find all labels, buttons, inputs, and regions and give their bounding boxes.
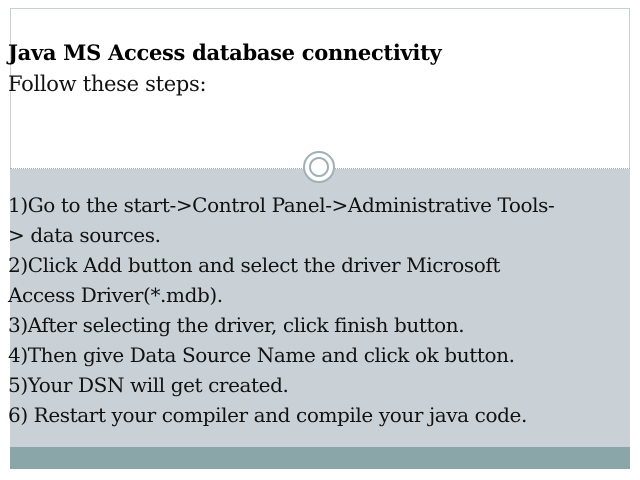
step-line: 1)Go to the start->Control Panel->Administrative Tools- [8, 193, 555, 217]
slide-title: Java MS Access database connectivity [8, 40, 442, 65]
step-line: 3)After selecting the driver, click finish button. [8, 313, 465, 337]
step-line: > data sources. [8, 223, 161, 247]
step-line: Access Driver(*.mdb). [8, 283, 223, 307]
step-line: 6) Restart your compiler and compile your java code. [8, 403, 527, 427]
steps-list [8, 190, 633, 430]
footer-bar [10, 447, 630, 469]
circle-ornament-icon [303, 151, 335, 183]
step-line: 5)Your DSN will get created. [8, 373, 289, 397]
slide-subtitle: Follow these steps: [8, 72, 207, 96]
step-line: 4)Then give Data Source Name and click ok button. [8, 343, 515, 367]
step-line: 2)Click Add button and select the driver Microsoft [8, 253, 500, 277]
